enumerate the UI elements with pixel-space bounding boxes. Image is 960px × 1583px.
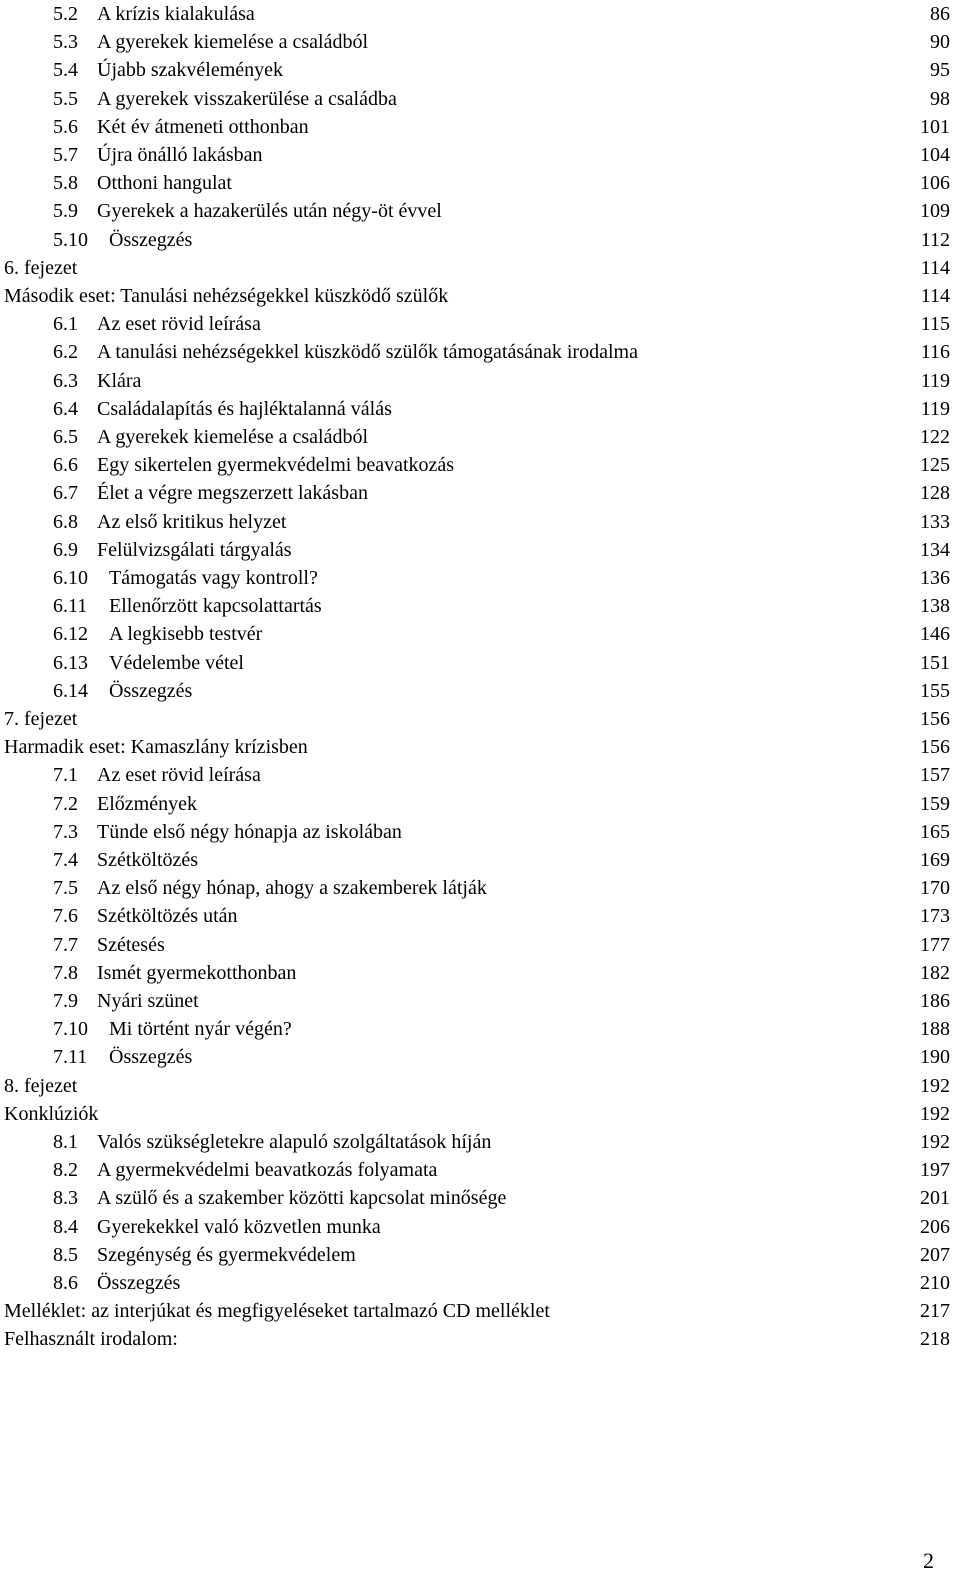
toc-entry[interactable] (0, 1297, 950, 1325)
toc-entry-number: 5.9 (53, 200, 78, 223)
toc-entry-title: Mi történt nyár végén? (109, 1018, 292, 1041)
toc-entry-title: Szétköltözés után (97, 905, 238, 928)
toc-entry-number: 5.7 (53, 144, 78, 166)
toc-entry[interactable] (0, 85, 950, 113)
toc-entry-number: 6.1 (53, 313, 78, 336)
toc-entry-title: Az első kritikus helyzet (97, 510, 287, 533)
toc-entry-title: 7. fejezet (4, 708, 78, 730)
toc-entry-title: Felülvizsgálati tárgyalás (97, 538, 292, 561)
toc-entry-page: 106 (920, 172, 950, 195)
toc-entry-page: 192 (920, 1131, 950, 1153)
toc-entry[interactable] (0, 423, 950, 451)
toc-entry-title: Családalapítás és hajléktalanná válás (97, 397, 392, 420)
toc-entry-page: 206 (920, 1215, 950, 1238)
toc-entry-page: 156 (920, 736, 950, 759)
toc-entry-page: 210 (920, 1272, 950, 1294)
toc-entry-number: 6.7 (53, 482, 78, 505)
toc-entry-page: 151 (920, 651, 950, 674)
toc-entry-number: 7.9 (53, 990, 78, 1012)
toc-entry-page: 190 (920, 1046, 950, 1069)
toc-entry-title: Gyerekek a hazakerülés után négy-öt évvel (97, 200, 442, 223)
toc-entry-title: Nyári szünet (97, 990, 199, 1012)
toc-entry-page: 109 (920, 200, 950, 223)
toc-entry-page: 116 (920, 341, 950, 364)
toc-entry[interactable] (0, 197, 950, 225)
toc-entry[interactable] (0, 0, 950, 28)
toc-entry-number: 6.11 (53, 595, 88, 618)
toc-entry-page: 104 (920, 144, 950, 166)
toc-entry[interactable] (0, 169, 950, 197)
toc-entry[interactable] (0, 959, 950, 987)
toc-entry-number: 8.2 (53, 1159, 78, 1182)
toc-entry-number: 6.2 (53, 341, 78, 364)
toc-entry-page: 138 (920, 595, 950, 618)
toc-entry-title: Konklúziók (4, 1102, 99, 1125)
toc-entry-number: 5.10 (53, 228, 88, 251)
toc-entry-number: 5.6 (53, 115, 78, 138)
toc-entry-number: 6.5 (53, 426, 78, 448)
toc-entry-title: Védelembe vétel (109, 651, 244, 674)
toc-entry-title: A gyerekek kiemelése a családból (97, 426, 368, 448)
toc-entry-number: 7.8 (53, 961, 78, 984)
toc-entry-number: 8.3 (53, 1187, 78, 1210)
toc-entry[interactable] (0, 931, 950, 959)
toc-entry-page: 119 (920, 369, 950, 392)
toc-entry[interactable] (0, 1015, 950, 1043)
toc-entry[interactable] (0, 141, 950, 169)
toc-entry-page: 159 (920, 792, 950, 815)
toc-entry-title: Otthoni hangulat (97, 172, 232, 195)
toc-entry-title: Az első négy hónap, ahogy a szakemberek látják (97, 877, 487, 900)
toc-entry[interactable] (0, 226, 950, 254)
toc-entry[interactable] (0, 846, 950, 874)
toc-entry-title: 8. fejezet (4, 1074, 78, 1097)
toc-entry-number: 6.9 (53, 538, 78, 561)
toc-entry[interactable] (0, 1241, 950, 1269)
toc-entry-title: Az eset rövid leírása (97, 764, 261, 787)
toc-entry[interactable] (0, 1325, 950, 1353)
toc-entry-page: 98 (930, 87, 950, 110)
toc-entry-page: 173 (920, 905, 950, 928)
toc-entry-title: Újra önálló lakásban (97, 144, 263, 166)
toc-entry[interactable] (0, 451, 950, 479)
toc-entry-title: Előzmények (97, 792, 197, 815)
toc-entry-title: Ellenőrzött kapcsolattartás (109, 595, 322, 618)
toc-entry[interactable] (0, 987, 950, 1015)
page-number: 2 (923, 1548, 934, 1573)
toc-entry-page: 170 (920, 877, 950, 900)
toc-entry-title: Valós szükségletekre alapuló szolgáltatások híján (97, 1131, 492, 1153)
toc-entry[interactable] (0, 508, 950, 536)
toc-entry[interactable] (0, 705, 950, 733)
toc-entry-page: 114 (920, 256, 950, 279)
toc-entry[interactable] (0, 649, 950, 677)
toc-entry-number: 6.10 (53, 567, 88, 589)
toc-entry-title: Szétesés (97, 933, 165, 956)
toc-entry-number: 8.6 (53, 1272, 78, 1294)
toc-entry[interactable] (0, 1128, 950, 1156)
toc-entry[interactable] (0, 1156, 950, 1184)
toc-entry-page: 201 (920, 1187, 950, 1210)
toc-entry-title: Élet a végre megszerzett lakásban (97, 482, 368, 505)
toc-entry-page: 136 (920, 567, 950, 589)
toc-entry[interactable] (0, 564, 950, 592)
toc-entry-number: 5.2 (53, 3, 78, 25)
toc-entry[interactable] (0, 254, 950, 282)
toc-entry-number: 7.6 (53, 905, 78, 928)
toc-entry-title: Tünde első négy hónapja az iskolában (97, 820, 402, 843)
toc-entry[interactable] (0, 113, 950, 141)
toc-entry-title: Harmadik eset: Kamaszlány krízisben (4, 736, 308, 759)
toc-entry[interactable] (0, 790, 950, 818)
toc-entry-title: Gyerekekkel való közvetlen munka (97, 1215, 381, 1238)
toc-entry-page: 155 (920, 679, 950, 702)
toc-entry-number: 6.8 (53, 510, 78, 533)
toc-entry-page: 165 (920, 820, 950, 843)
toc-entry-title: Támogatás vagy kontroll? (109, 567, 318, 589)
toc-entry-title: Második eset: Tanulási nehézségekkel küszködő szülők (4, 285, 449, 307)
toc-entry-title: Összegzés (109, 1046, 193, 1069)
toc-entry-title: Melléklet: az interjúkat és megfigyeléseket tartalmazó CD melléklet (4, 1300, 550, 1323)
toc-entry[interactable] (0, 818, 950, 846)
toc-entry-number: 8.1 (53, 1131, 78, 1153)
toc-entry-number: 7.7 (53, 933, 78, 956)
toc-entry-title: Szegénység és gyermekvédelem (97, 1243, 356, 1266)
toc-entry-title: Összegzés (109, 228, 193, 251)
toc-entry-number: 7.11 (53, 1046, 88, 1069)
toc-entry-title: A tanulási nehézségekkel küszködő szülők támogatásának irodalma (97, 341, 638, 364)
toc-entry-page: 182 (920, 961, 950, 984)
toc-entry-page: 188 (920, 1018, 950, 1041)
toc-entry[interactable] (0, 620, 950, 648)
toc-entry-title: Ismét gyermekotthonban (97, 961, 297, 984)
toc-entry[interactable] (0, 56, 950, 84)
toc-entry-title: Klára (97, 369, 142, 392)
toc-entry-title: A gyerekek kiemelése a családból (97, 31, 368, 54)
toc-entry[interactable] (0, 28, 950, 56)
toc-entry-number: 6.4 (53, 397, 78, 420)
toc-entry-page: 95 (930, 59, 950, 82)
toc-entry-number: 5.4 (53, 59, 78, 82)
toc-entry[interactable] (0, 733, 950, 761)
toc-entry[interactable] (0, 592, 950, 620)
toc-entry-page: 169 (920, 849, 950, 871)
toc-entry[interactable] (0, 282, 950, 310)
toc-entry-number: 7.10 (53, 1018, 88, 1041)
toc-entry[interactable] (0, 479, 950, 507)
toc-entry-page: 192 (920, 1074, 950, 1097)
toc-entry-page: 156 (920, 708, 950, 730)
toc-entry-page: 186 (920, 990, 950, 1012)
toc-entry-title: Két év átmeneti otthonban (97, 115, 309, 138)
toc-entry[interactable] (0, 1072, 950, 1100)
toc-entry-number: 6.3 (53, 369, 78, 392)
toc-entry-page: 177 (920, 933, 950, 956)
toc-entry-page: 128 (920, 482, 950, 505)
toc-entry[interactable] (0, 1184, 950, 1212)
toc-entry-page: 217 (920, 1300, 950, 1323)
toc-entry[interactable] (0, 761, 950, 789)
toc-entry-page: 90 (930, 31, 950, 54)
toc-entry-number: 7.2 (53, 792, 78, 815)
toc-entry-page: 101 (920, 115, 950, 138)
toc-entry-page: 134 (920, 538, 950, 561)
toc-entry[interactable] (0, 902, 950, 930)
toc-entry-page: 122 (920, 426, 950, 448)
toc-entry-number: 8.4 (53, 1215, 78, 1238)
toc-entry-number: 6.6 (53, 454, 78, 477)
toc-entry-title: Összegzés (97, 1272, 181, 1294)
toc-entry-title: Szétköltözés (97, 849, 199, 871)
toc-entry-title: A gyermekvédelmi beavatkozás folyamata (97, 1159, 438, 1182)
toc-entry-title: A legkisebb testvér (109, 623, 263, 646)
toc-entry[interactable] (0, 677, 950, 705)
toc-entry-page: 146 (920, 623, 950, 646)
toc-entry-page: 197 (920, 1159, 950, 1182)
toc-entry[interactable] (0, 874, 950, 902)
toc-entry-title: Összegzés (109, 679, 193, 702)
toc-entry[interactable] (0, 1100, 950, 1128)
toc-entry[interactable] (0, 1213, 950, 1241)
toc-entry-page: 86 (930, 3, 950, 25)
toc-entry-number: 7.3 (53, 820, 78, 843)
toc-entry-title: 6. fejezet (4, 256, 78, 279)
toc-entry-number: 5.5 (53, 87, 78, 110)
toc-entry-number: 6.12 (53, 623, 88, 646)
toc-entry-page: 125 (920, 454, 950, 477)
toc-entry-number: 6.14 (53, 679, 88, 702)
toc-entry-title: Felhasznált irodalom: (4, 1328, 178, 1351)
toc-entry-page: 112 (920, 228, 950, 251)
toc-entry[interactable] (0, 310, 950, 338)
toc-entry-title: Az eset rövid leírása (97, 313, 261, 336)
toc-entry-page: 115 (920, 313, 950, 336)
toc-entry[interactable] (0, 338, 950, 366)
toc-entry-page: 192 (920, 1102, 950, 1125)
toc-entry-page: 119 (920, 397, 950, 420)
toc-entry[interactable] (0, 367, 950, 395)
toc-entry[interactable] (0, 395, 950, 423)
toc-entry-page: 114 (920, 285, 950, 307)
toc-entry-page: 133 (920, 510, 950, 533)
toc-entry[interactable] (0, 1043, 950, 1071)
toc-entry[interactable] (0, 1269, 950, 1297)
toc-entry-title: A krízis kialakulása (97, 3, 255, 25)
toc-entry-title: Újabb szakvélemények (97, 59, 284, 82)
toc-entry[interactable] (0, 536, 950, 564)
toc-entry-title: A szülő és a szakember közötti kapcsolat minősége (97, 1187, 507, 1210)
toc-entry-number: 7.1 (53, 764, 78, 787)
toc-entry-title: A gyerekek visszakerülése a családba (97, 87, 397, 110)
toc-entry-number: 5.3 (53, 31, 78, 54)
toc-entry-number: 6.13 (53, 651, 88, 674)
toc-entry-page: 207 (920, 1243, 950, 1266)
toc-entry-page: 157 (920, 764, 950, 787)
toc-entry-number: 7.4 (53, 849, 78, 871)
toc-entry-number: 8.5 (53, 1243, 78, 1266)
toc-entry-number: 7.5 (53, 877, 78, 900)
toc-entry-number: 5.8 (53, 172, 78, 195)
toc-entry-page: 218 (920, 1328, 950, 1351)
toc-entry-title: Egy sikertelen gyermekvédelmi beavatkozás (97, 454, 455, 477)
